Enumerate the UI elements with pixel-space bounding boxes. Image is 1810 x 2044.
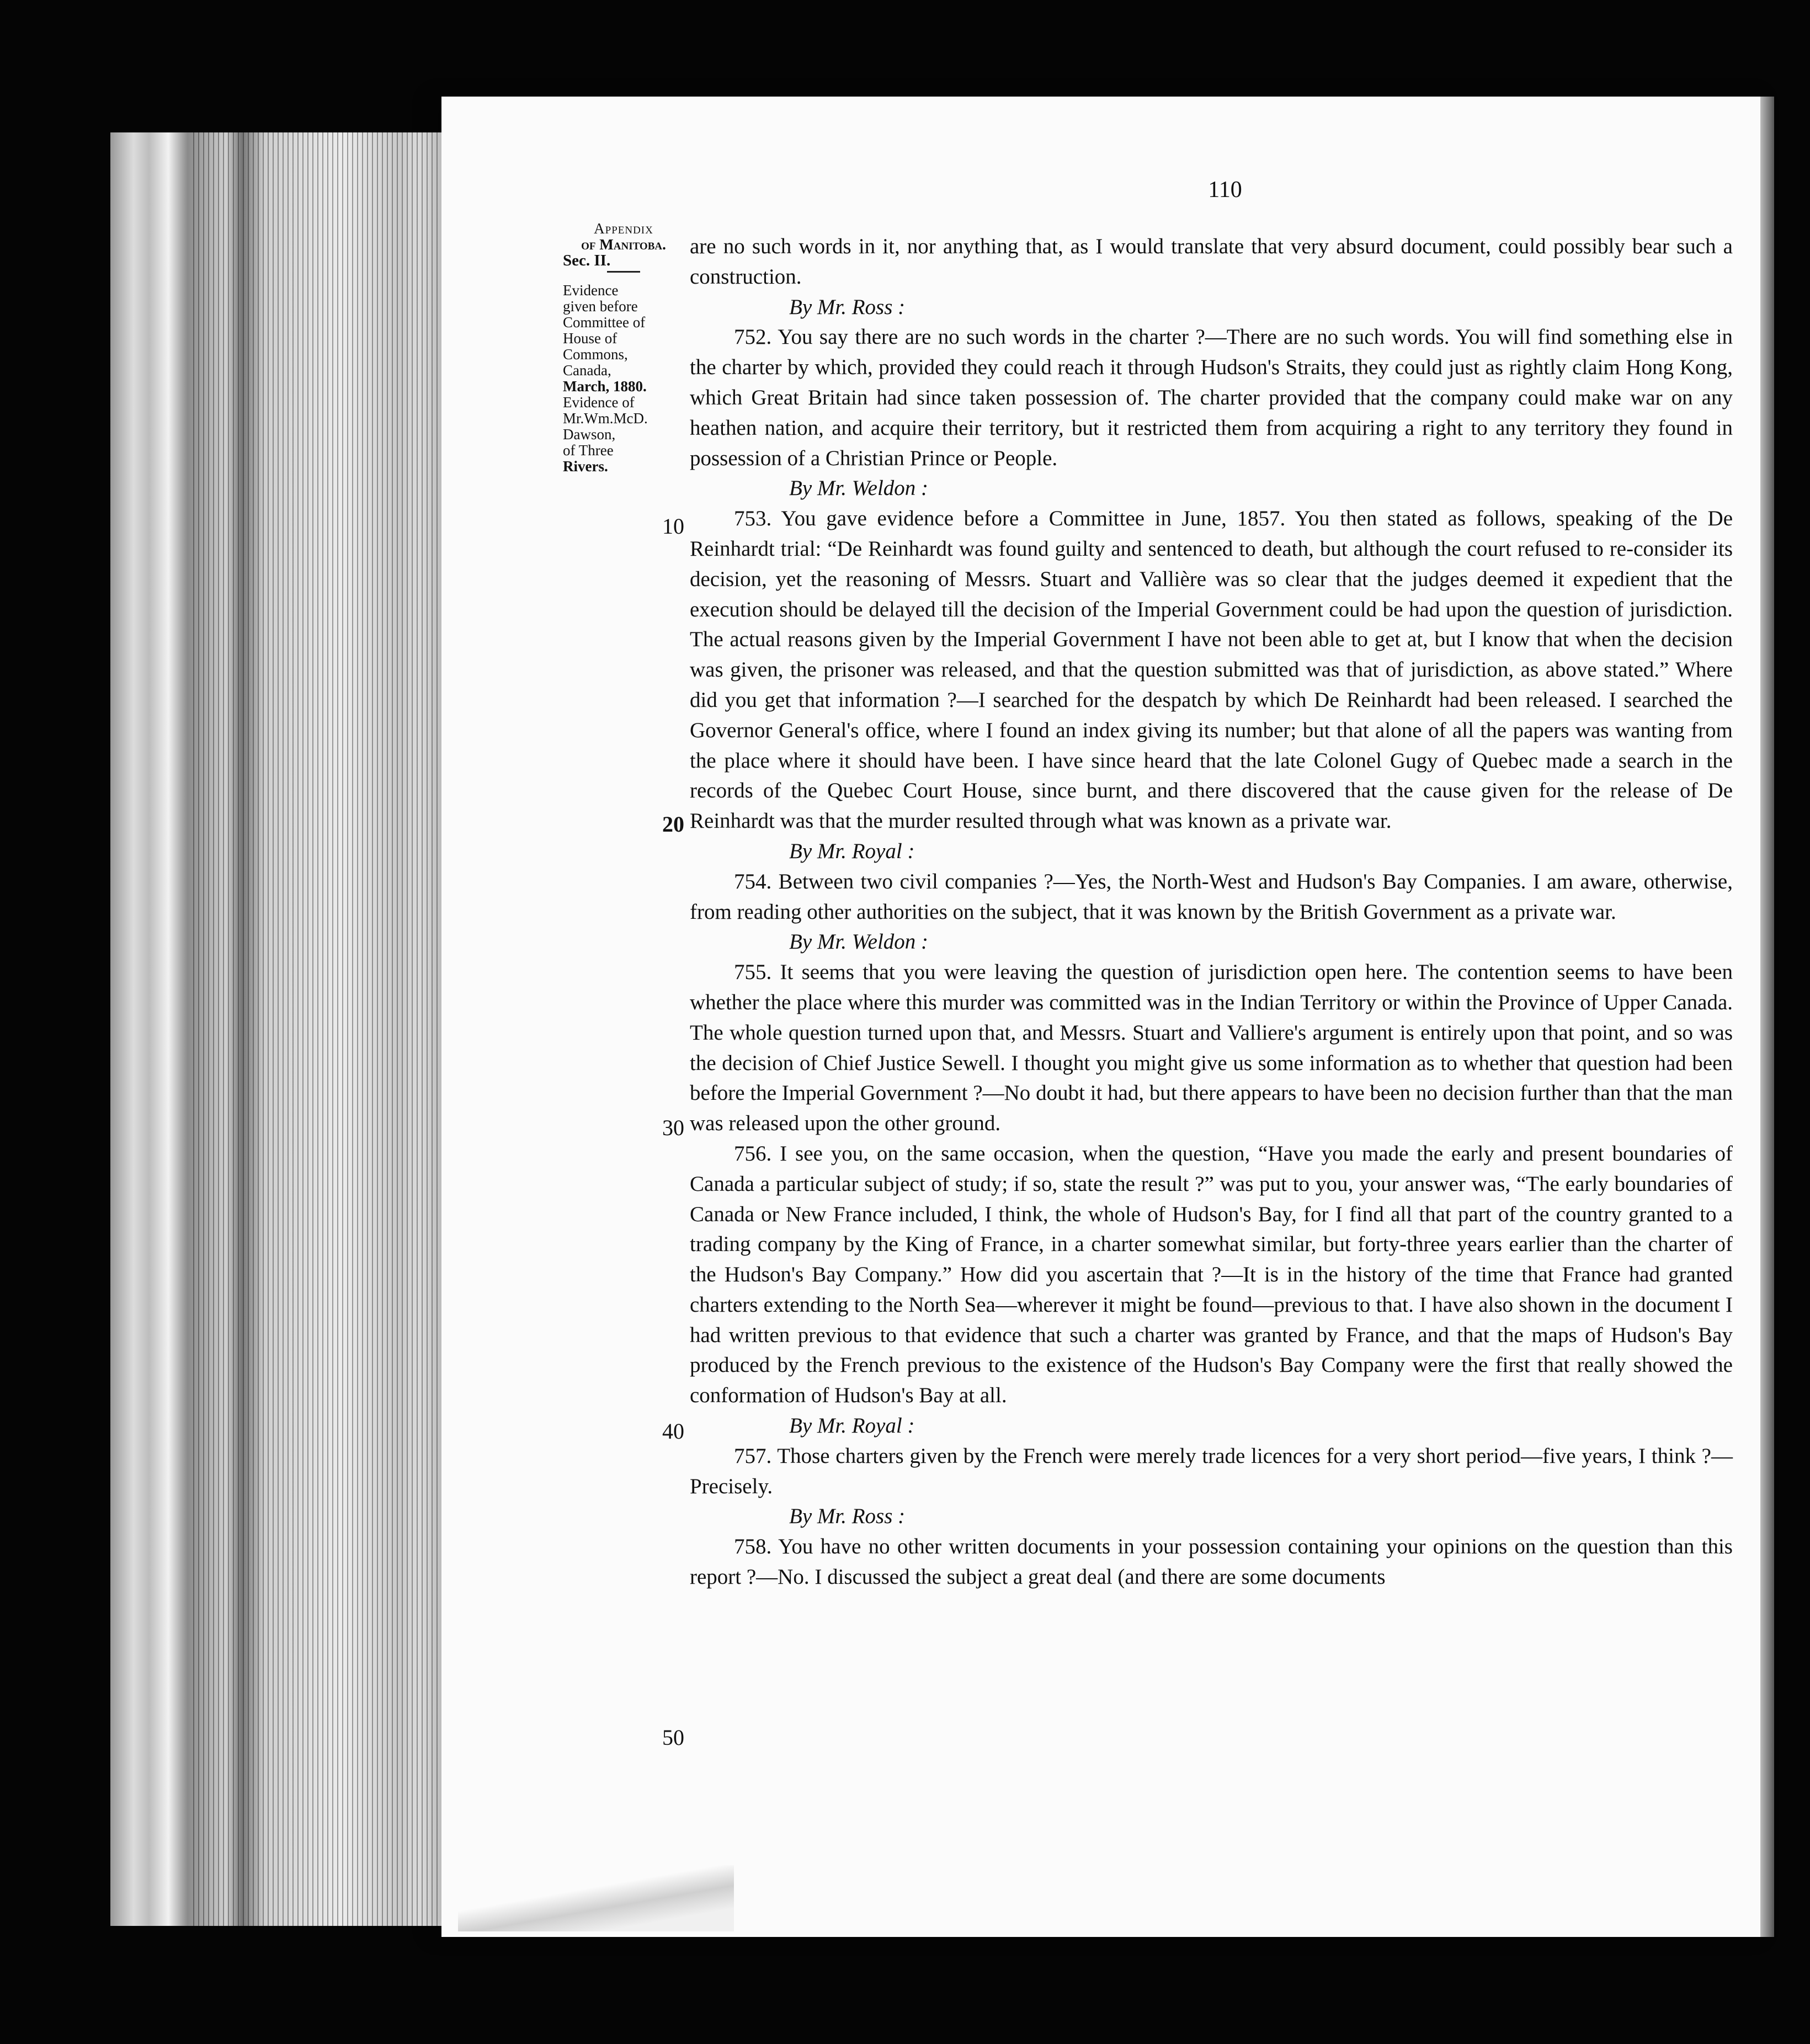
paragraph-756: 756. I see you, on the same occasion, when the question, “Have you made the early and present boundaries of Canada a particular subject of study; if so, state the result ?” was put to you, your answer was, “The early boundaries of Canada or New France included, I think, the whole of Hudson's Bay, for I find all that part of the country granted to a trading company by the King of France, in a charter somewhat similar, but forty-three years earlier than the charter of the Hudson's Bay Company.” How did you ascertain that ?—It is in the history of the time that France had granted charters extending to the North Sea—wherever it might be found—previous to that. I have also shown in the document I had written previous to that evidence that such a charter was granted by France, and that the maps of Hudson's Bay produced by the French previous to the existence of the Hudson's Bay Company were the first that really showed the conformation of Hudson's Bay at all. [690, 1141, 1733, 1408]
margin-line: Rivers. [563, 458, 608, 475]
paragraph-continuation: are no such words in it, nor anything that, as I would translate that very absurd document, could possibly bear such a construction. [690, 235, 1733, 289]
line-number-30: 30 [662, 1115, 684, 1140]
margin-line: Canada, [563, 362, 611, 379]
line-number-10: 10 [662, 514, 684, 539]
speaker-line: By Mr. Royal : [789, 1414, 915, 1438]
margin-section: Sec. II. [563, 252, 611, 269]
margin-line: given before [563, 298, 638, 315]
line-number-50: 50 [662, 1725, 684, 1750]
margin-line: Commons, [563, 346, 628, 363]
margin-line: Dawson, [563, 426, 616, 443]
speaker-line: By Mr. Weldon : [789, 476, 929, 501]
line-number-20: 20 [662, 812, 684, 837]
paragraph-753: 753. You gave evidence before a Committee in June, 1857. You then stated as follows, speaking of the De Reinhardt trial: “De Reinhardt was found guilty and sentenced to death, but although the court refused to re-consider its decision, yet the reasoning of Messrs. Stuart and Vallière was so clear that the judges deemed it expedient that the execution should be delayed till the decision of the Imperial Government could be had upon the question of jurisdiction. The actual reasons given by the Imperial Government I have not been able to get at, but I know that when the decision was given, the prisoner was released, and that the question submitted was that of jurisdiction, as above stated.” Where did you get that information ?—I searched for the despatch by which De Reinhardt had been released. I searched the Governor General's office, where I found an index giving its number; but that alone of all the papers was wanting from the place where it should have been. I have since heard that the late Colonel Gugy of Quebec made a search in the records of the Quebec Court House, since burnt, and there discovered that the cause given for the release of De Reinhardt was that the murder resulted through what was known as a private war. [690, 507, 1733, 833]
margin-lines [563, 283, 684, 475]
margin-line: Mr.Wm.McD. [563, 410, 648, 427]
line-number-40: 40 [662, 1419, 684, 1444]
page-edge-stripes [193, 132, 480, 1926]
speaker-line: By Mr. Royal : [789, 839, 915, 863]
margin-note [563, 221, 684, 475]
book-page-edges [110, 132, 497, 1926]
paragraph-752: 752. You say there are no such words in the charter ?—There are no such words. You will find something else in the charter by which, provided they could reach it through Hudson's Straits, they could just as rightly claim Hong Kong, which Great Britain had since taken possession of. The charter provided that the company could make war on any heathen nation, and acquire their territory, but it restricted them from acquiring a right to any territory they found in possession of a Christian Prince or People. [690, 325, 1733, 470]
margin-line: Evidence [563, 282, 619, 299]
margin-of-manitoba: of Manitoba. [581, 236, 666, 253]
page-right-shadow [1760, 97, 1774, 1937]
page-bottom-curl [458, 1865, 734, 1931]
speaker-line: By Mr. Weldon : [789, 930, 929, 954]
paragraph-757: 757. Those charters given by the French were merely trade licences for a very short period—five years, I think ?—Precisely. [690, 1444, 1733, 1498]
speaker-line: By Mr. Ross : [789, 295, 906, 319]
margin-appendix: Appendix [594, 220, 653, 237]
paragraph-758: 758. You have no other written documents in your possession containing your opinions on the question than this report ?—No. I discussed the subject a great deal (and there are some documents [690, 1535, 1733, 1589]
margin-line: Evidence of [563, 394, 635, 411]
paragraph-754: 754. Between two civil companies ?—Yes, the North-West and Hudson's Bay Companies. I am aware, otherwise, from reading other authorities on the subject, that it was known by the British Government as a private war. [690, 869, 1733, 924]
margin-line: House of [563, 330, 617, 347]
margin-line: of Three [563, 442, 614, 459]
body-text [690, 232, 1733, 1593]
margin-rule [607, 271, 640, 273]
speaker-line: By Mr. Ross : [789, 1504, 906, 1529]
paragraph-755: 755. It seems that you were leaving the question of jurisdiction open here. The contention seems to have been whether the place where this murder was committed was in the Indian Territory or within the Province of Upper Canada. The whole question turned upon that, and Messrs. Stuart and Valliere's argument is entirely upon that point, and so was the decision of Chief Justice Sewell. I thought you might give us some information as to whether that question had been before the Imperial Government ?—No doubt it had, but there appears to have been no decision further than that the man was released upon the other ground. [690, 960, 1733, 1136]
page-number: 110 [1208, 177, 1242, 203]
margin-line: March, 1880. [563, 378, 647, 395]
margin-line: Committee of [563, 314, 646, 331]
